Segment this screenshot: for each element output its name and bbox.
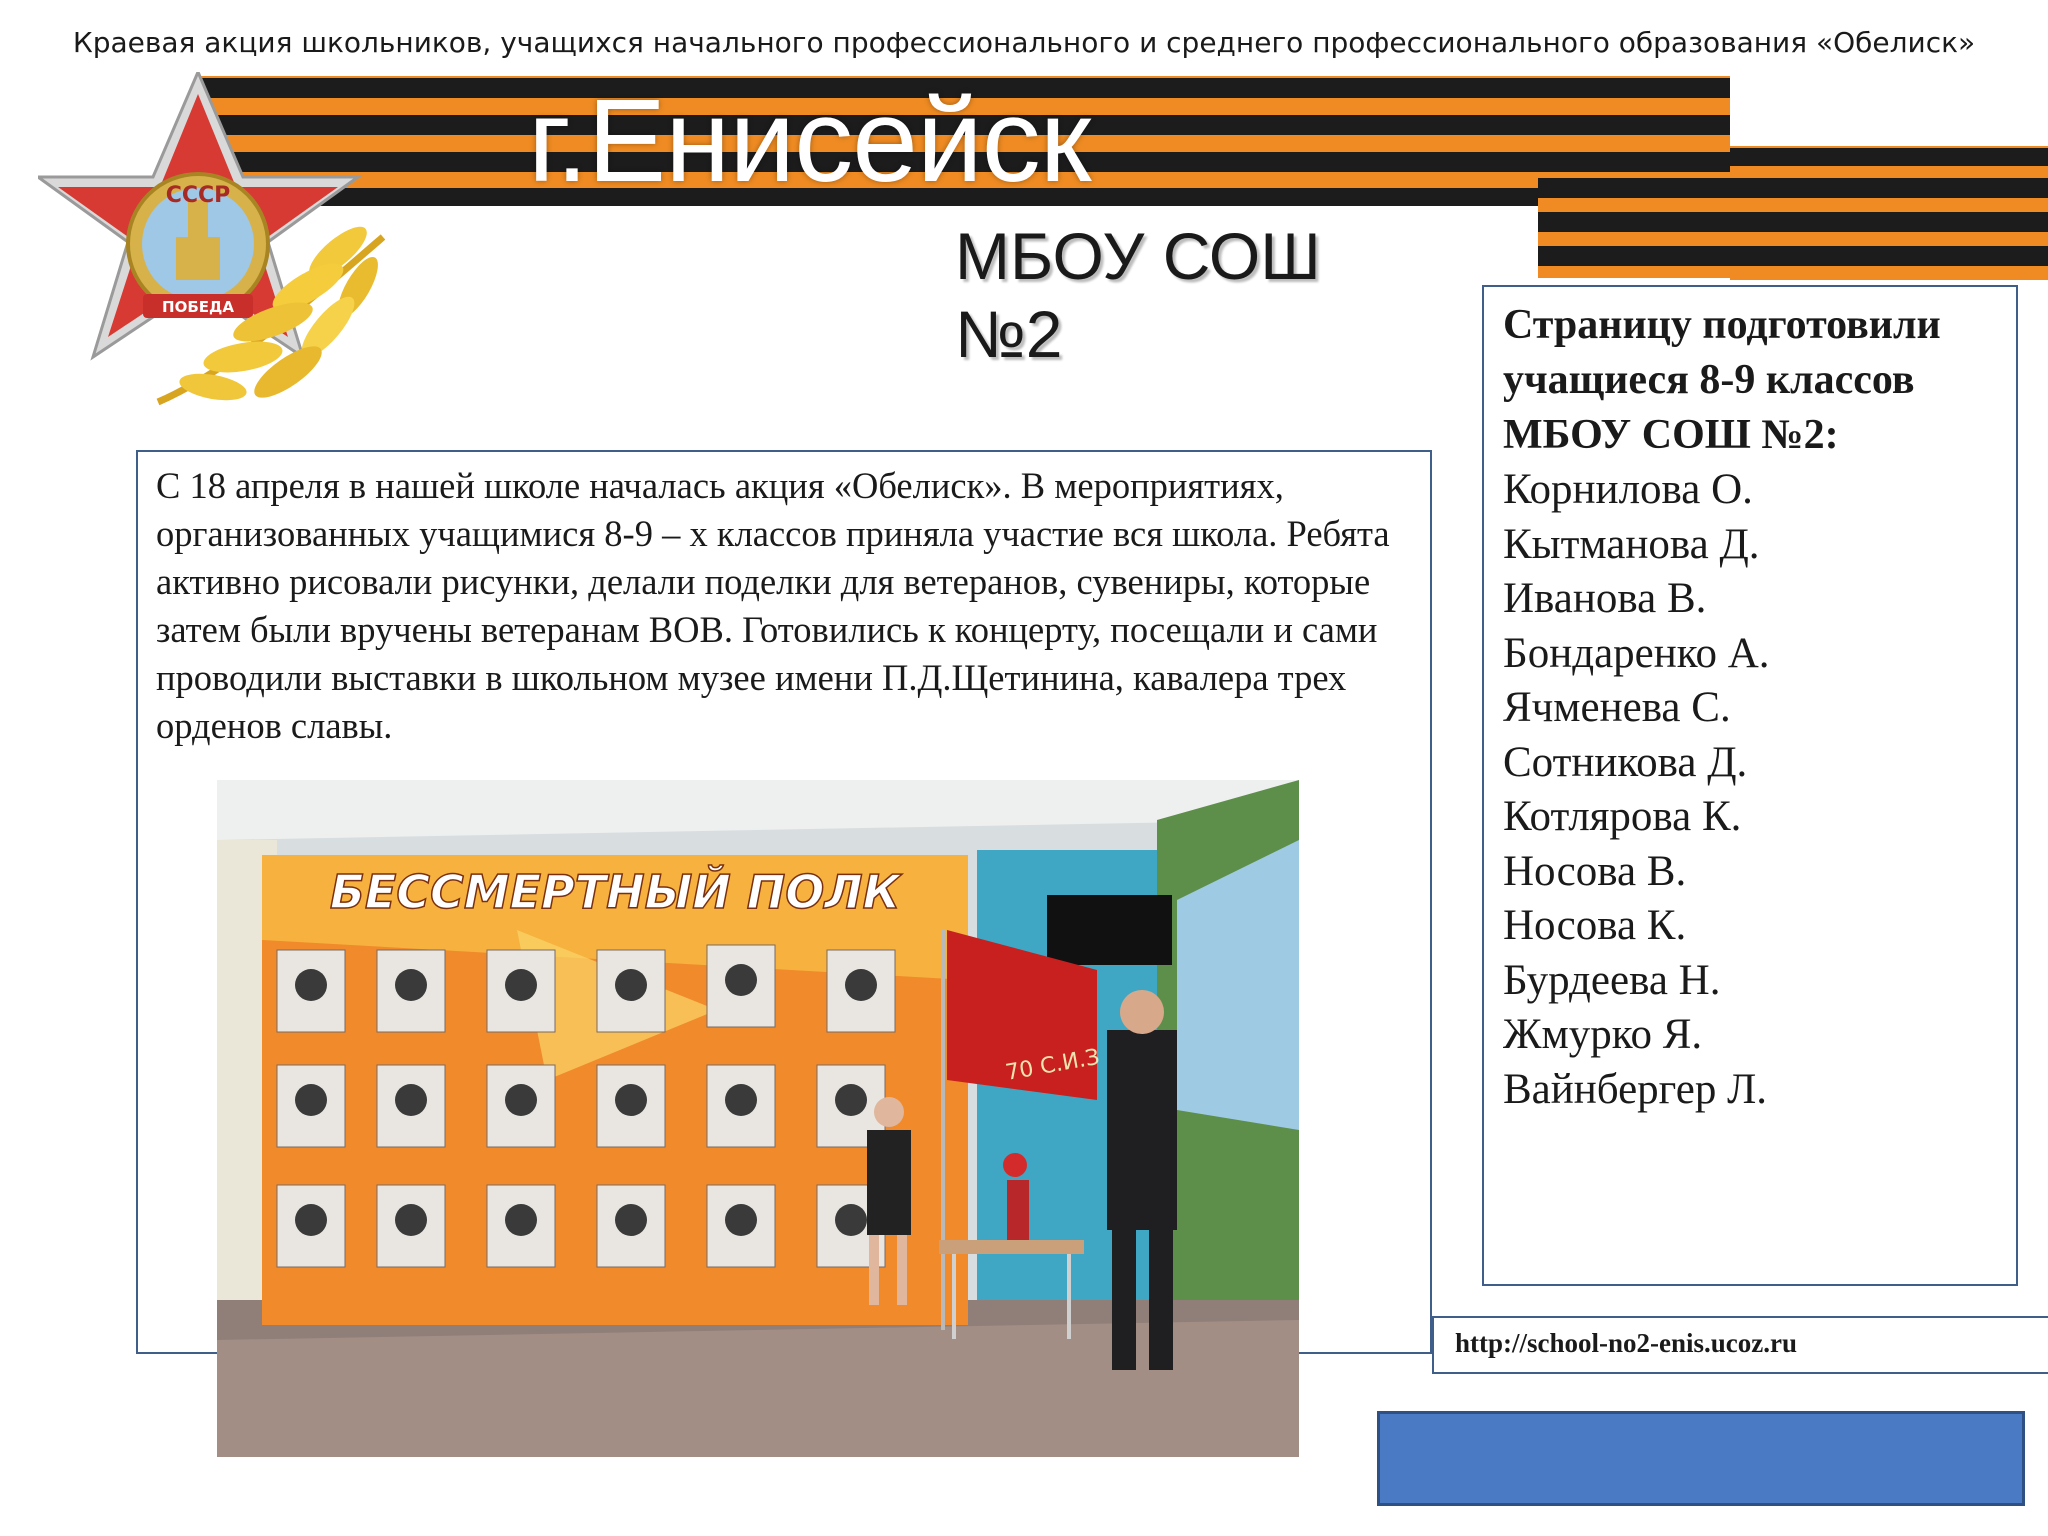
- list-item: Вайнбергер Л.: [1503, 1065, 1768, 1113]
- exhibition-photo: [217, 780, 1299, 1457]
- list-item: Ячменева С.: [1503, 684, 1731, 731]
- list-item: Корнилова О.: [1503, 466, 1753, 513]
- list-item: Носова В.: [1503, 847, 1687, 895]
- list-item: Бондаренко А.: [1503, 629, 1770, 677]
- list-item: Котлярова К.: [1503, 793, 1742, 840]
- city-title: г.Енисейск: [528, 75, 1091, 207]
- badge-ring-text: СССР: [165, 183, 231, 208]
- victory-order-badge: [38, 72, 428, 462]
- list-item: Жмурко Я.: [1503, 1011, 1703, 1058]
- school-website-link[interactable]: http://school-no2-enis.ucoz.ru: [1455, 1328, 1798, 1358]
- list-item: Кытманова Д.: [1503, 520, 1760, 568]
- banner-title: БЕССМЕРТНЫЙ ПОЛК: [329, 865, 901, 919]
- list-item: Иванова В.: [1503, 575, 1707, 622]
- list-item: Сотникова Д.: [1503, 738, 1748, 786]
- credits-heading: Страницу подготовили учащиеся 8-9 классов МБОУ СОШ №2:: [1503, 302, 1941, 458]
- blue-panel-button[interactable]: [1377, 1411, 2025, 1506]
- campaign-subtitle: Краевая акция школьников, учащихся начального профессионального и среднего профессионального образования «Обелиск»: [72, 26, 1976, 59]
- list-item: Носова К.: [1503, 902, 1687, 949]
- credits-list: [1503, 463, 2013, 1117]
- list-item: Бурдеева Н.: [1503, 956, 1721, 1004]
- article-text: С 18 апреля в нашей школе началась акция «Обелиск». В мероприятиях, организованных учащимися 8-9 – х классов приняла участие вся школа. Ребята активно рисовали рисунки, делали поделки для ветеранов, сувениры, которые затем были вручены ветеранам ВОВ. Готовились к концерту, посещали и сами проводили выставки в школьном музее имени П.Д.Щетинина, кавалера трех орденов славы.: [156, 465, 1390, 746]
- school-title: МБОУ СОШ №2: [955, 219, 1321, 371]
- badge-ribbon-text: ПОБЕДА: [162, 298, 234, 316]
- flag-text: 70 С.И.З: [1003, 1044, 1102, 1086]
